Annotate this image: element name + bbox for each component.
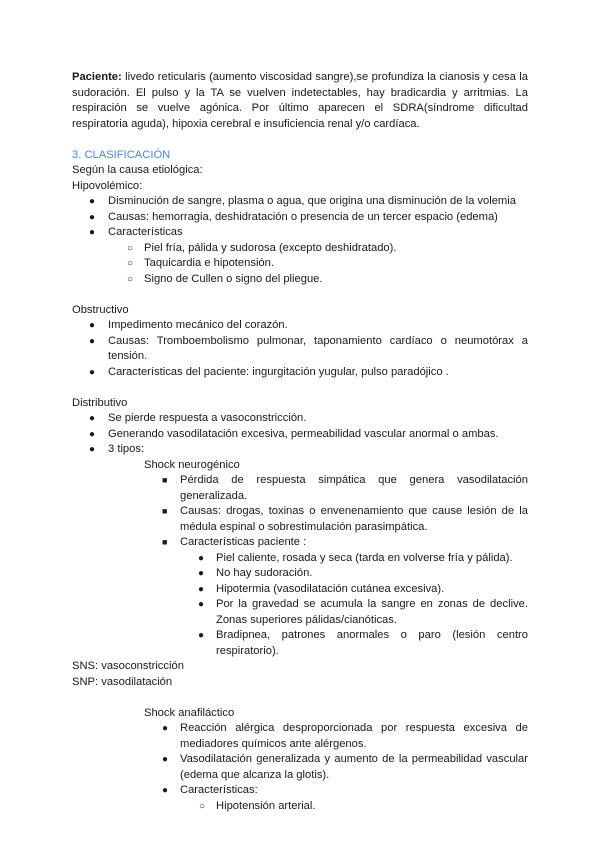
- hipovolemico-list: [72, 194, 528, 287]
- bullet-disc-icon: ●: [162, 754, 169, 765]
- bullet-disc-icon: ●: [89, 428, 96, 440]
- obstructivo-title: Obstructivo: [72, 303, 129, 316]
- snp-note: SNP: vasodilatación: [72, 675, 173, 688]
- intro-label: Paciente:: [72, 71, 122, 83]
- list-item: ● 3 tipos:: [72, 442, 528, 458]
- bullet-disc-icon: ●: [162, 785, 169, 796]
- bullet-disc-icon: ●: [89, 413, 96, 424]
- bullet-disc-icon: ●: [89, 211, 96, 223]
- list-item: ○ Taquicardia e hipotensión.: [72, 256, 528, 272]
- list-item: ● Por la gravedad se acumula la sangre en zonas de declive. Zonas superiores pálidas/cianóticas.: [198, 598, 528, 626]
- list-item: ○ Signo de Cullen o signo del pliegue.: [72, 272, 528, 288]
- document-page: [72, 70, 528, 814]
- bullet-disc-icon: ●: [89, 335, 96, 347]
- bullet-disc-icon: ●: [89, 196, 96, 207]
- list-item: ● Hipotermia (vasodilatación cutánea excesiva).: [72, 582, 528, 598]
- list-item: ● Piel caliente, rosada y seca (tarda en volverse fría y pálida).: [72, 551, 528, 567]
- list-item: ● No hay sudoración.: [72, 566, 528, 582]
- bullet-disc-icon: ●: [198, 568, 205, 579]
- distributivo-title: Distributivo: [72, 396, 128, 409]
- bullet-square-icon: ■: [162, 475, 168, 485]
- bullet-circle-icon: ○: [127, 242, 134, 254]
- anafilactico-list: [72, 721, 528, 814]
- list-item: ● Bradipnea, patrones anormales o paro (lesión centro respiratorio).: [198, 629, 528, 657]
- distributivo-list: [72, 411, 528, 458]
- list-item: ○ Piel fría, pálida y sudorosa (excepto deshidratado).: [72, 241, 528, 257]
- bullet-square-icon: ■: [162, 506, 168, 516]
- bullet-disc-icon: ●: [89, 444, 96, 455]
- list-item: ○ Hipotensión arterial.: [72, 799, 528, 815]
- list-item: ● Vasodilatación generalizada y aumento de la permeabilidad vascular (edema que alcanza la glotis).: [162, 753, 528, 781]
- sns-note: SNS: vasoconstricción: [72, 660, 184, 672]
- anafilactico-title: Shock anafiláctico: [144, 706, 235, 719]
- list-item: ● Generando vasodilatación excesiva, permeabilidad vascular anormal o ambas.: [72, 427, 528, 443]
- list-item: ● Se pierde respuesta a vasoconstricción.: [72, 411, 528, 427]
- neurogenico-title: Shock neurogénico: [144, 458, 240, 471]
- bullet-disc-icon: ●: [198, 630, 205, 641]
- bullet-disc-icon: ●: [198, 552, 205, 564]
- section-heading: 3. CLASIFICACIÓN: [72, 148, 171, 161]
- list-item: ● Características del paciente: ingurgitación yugular, pulso paradójico .: [72, 365, 528, 381]
- obstructivo-list: [72, 318, 528, 380]
- list-item: ■ Características paciente :: [72, 535, 528, 551]
- bullet-square-icon: ■: [162, 537, 168, 547]
- bullet-disc-icon: ●: [198, 599, 205, 610]
- list-item: ■ Pérdida de respuesta simpática que genera vasodilatación generalizada.: [162, 474, 528, 502]
- bullet-circle-icon: ○: [199, 800, 206, 812]
- neurogenico-list: [72, 473, 528, 659]
- intro-text: livedo reticularis (aumento viscosidad sangre),se profundiza la cianosis y cesa la sudoración. El pulso y la TA se vuelven indetectables, hay bradicardia y arritmias. La respiración se vuelve agónica. Por último aparecen el SDRA(síndrome dificultad respiratoria aguda), hipoxia cerebral e insuficiencia renal y/o cardíaca.: [72, 71, 528, 130]
- list-item: ● Causas: hemorragia, deshidratación o presencia de un tercer espacio (edema): [72, 210, 528, 226]
- bullet-disc-icon: ●: [198, 583, 205, 595]
- bullet-disc-icon: ●: [89, 366, 96, 378]
- list-item: ● Disminución de sangre, plasma o agua, que origina una disminución de la volemia: [72, 194, 528, 210]
- list-item: ● Causas: Tromboembolismo pulmonar, taponamiento cardíaco o neumotórax a tensión.: [89, 334, 528, 362]
- bullet-circle-icon: ○: [127, 258, 134, 269]
- list-item: ● Reacción alérgica desproporcionada por respuesta excesiva de mediadores químicos ante alérgenos.: [162, 722, 528, 750]
- bullet-disc-icon: ●: [162, 723, 169, 734]
- list-item: ■ Causas: drogas, toxinas o envenenamiento que cause lesión de la médula espinal o sobrestimulación parasimpática.: [162, 505, 528, 533]
- list-item: ● Características: [72, 225, 528, 241]
- list-item: ● Impedimento mecánico del corazón.: [72, 318, 528, 334]
- hipovolemico-title: Hipovolémico:: [72, 179, 143, 192]
- list-item: ● Características:: [72, 783, 528, 799]
- section-subtitle: Según la causa etiológica:: [72, 164, 203, 176]
- bullet-disc-icon: ●: [89, 320, 96, 331]
- intro-paragraph: [72, 70, 528, 132]
- bullet-disc-icon: ●: [89, 227, 96, 238]
- bullet-circle-icon: ○: [127, 273, 134, 285]
